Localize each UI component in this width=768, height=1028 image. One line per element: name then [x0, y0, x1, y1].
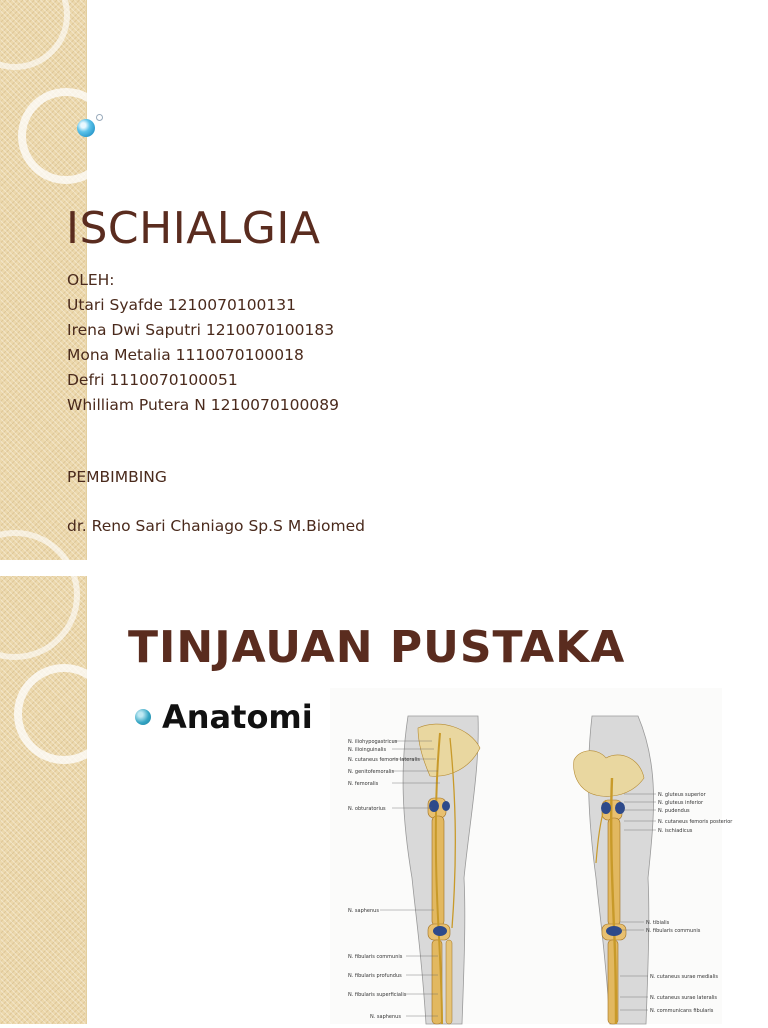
nerve-label: N. cutaneus surae medialis [650, 974, 718, 980]
supervisor-name: dr. Reno Sari Chaniago Sp.S M.Biomed [67, 517, 366, 535]
nerve-label: N. cutaneus femoris posterior [658, 819, 733, 825]
author-line: Defri 1110070100051 [67, 371, 238, 389]
nerve-label: N. genitofemoralis [348, 769, 395, 775]
nerve-label: N. fibularis profundus [348, 973, 402, 979]
slide-title-text: ISCHIALGIA [66, 203, 321, 254]
nerve-label: N. saphenus [348, 908, 379, 914]
nerve-label: N. femoralis [348, 781, 379, 787]
supervisor-label: PEMBIMBING [67, 468, 167, 486]
nerve-label: N. gluteus superior [658, 792, 706, 798]
right-labels [646, 792, 733, 1014]
nerve-label: N. saphenus [370, 1014, 401, 1020]
decorative-ring [18, 88, 114, 184]
decorative-ring [0, 0, 70, 70]
nerve-label: N. obturatorius [348, 806, 386, 812]
nerve-label: N. tibialis [646, 920, 670, 926]
nerve-label: N. fibularis communis [348, 954, 403, 960]
bullet-icon [135, 709, 151, 725]
slide-title-text: TINJAUAN PUSTAKA [128, 622, 626, 673]
small-dot-icon [96, 114, 103, 121]
author-line: Irena Dwi Saputri 1210070100183 [67, 321, 335, 339]
slide-review [0, 576, 768, 1024]
nerve-label: N. cutaneus femoris lateralis [348, 757, 420, 763]
bullet-text: Anatomi [162, 698, 313, 736]
nerve-label: N. cutaneus surae lateralis [650, 995, 718, 1001]
author-line: Utari Syafde 1210070100131 [67, 296, 296, 314]
author-line: Mona Metalia 1110070100018 [67, 346, 304, 364]
anatomy-figure [330, 688, 733, 1024]
nerve-label: N. iliohypogastricus [348, 739, 398, 745]
nerve-label: N. ilioinguinalis [348, 747, 387, 753]
nerve-label: N. pudendus [658, 808, 690, 814]
nerve-label: N. fibularis communis [646, 928, 701, 934]
decorative-ring [14, 664, 114, 764]
nerve-label: N. fibularis superficialis [348, 992, 407, 998]
nerve-label: N. gluteus inferior [658, 800, 704, 806]
author-line: OLEH: [67, 271, 115, 289]
nerve-label: N. communicans fibularis [650, 1008, 714, 1014]
leg-posterior [574, 716, 654, 1024]
slide-divider [0, 560, 768, 576]
decorative-strip [0, 576, 87, 1024]
author-line: Whilliam Putera N 1210070100089 [67, 396, 339, 414]
sphere-icon [77, 119, 95, 137]
author-list [67, 268, 339, 418]
anatomy-illustration [330, 688, 733, 1024]
nerve-label: N. ischiadicus [658, 828, 693, 834]
